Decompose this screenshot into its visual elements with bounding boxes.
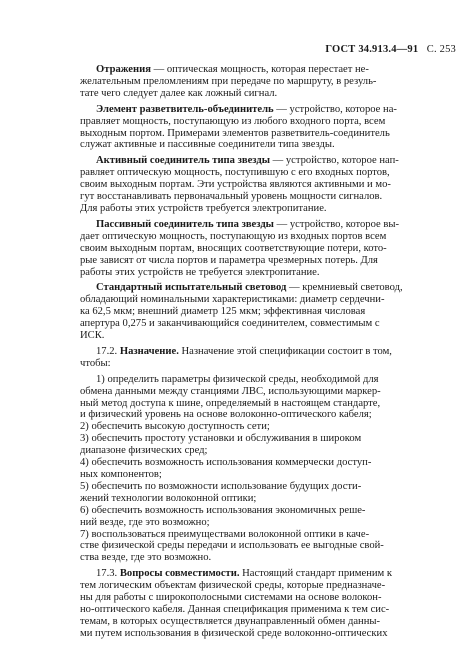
text-line	[80, 358, 452, 370]
text-line	[80, 139, 452, 151]
line-text: выходным портом. Примерами элементов разветвитель-соединитель	[80, 127, 390, 139]
paragraph	[80, 568, 452, 639]
clause-heading: Назначение.	[119, 345, 179, 357]
defined-term: Стандартный испытательный световод	[96, 282, 287, 294]
text-line	[80, 306, 452, 318]
clause-number: 17.3.	[96, 568, 120, 580]
line-text: тате чего следует далее как ложный сигнал.	[80, 87, 278, 99]
line-text: дает оптическую мощность, поступающую из входных портов всем	[80, 230, 387, 242]
text-line	[80, 493, 452, 505]
text-line	[80, 433, 452, 445]
text-line	[80, 267, 452, 279]
text-line	[80, 580, 452, 592]
line-text: — устройство, которое вы-	[273, 218, 400, 230]
line-text: диапазоне физических сред;	[80, 445, 208, 457]
text-line	[80, 64, 452, 76]
text-line	[80, 191, 452, 203]
text-line	[80, 155, 452, 167]
text-line	[80, 552, 452, 564]
line-text: рые зависят от числа портов и параметра чрезмерных потерь. Для	[80, 254, 378, 266]
text-line	[80, 282, 452, 294]
text-line	[80, 88, 452, 100]
paragraph	[80, 282, 452, 342]
defined-term: Отражения	[96, 64, 151, 75]
text-line	[80, 445, 452, 457]
line-text: ства везде, где это возможно.	[80, 552, 212, 564]
clause-number: 17.2.	[96, 345, 120, 357]
line-text: и физический уровень на основе волоконно-оптического кабеля;	[80, 409, 372, 421]
paragraph	[80, 155, 452, 215]
paragraph	[80, 64, 452, 100]
text-line	[80, 616, 452, 628]
text-line	[80, 104, 452, 116]
line-text: Настоящий стандарт применим к	[239, 568, 393, 580]
text-line	[80, 409, 452, 421]
text-line	[80, 604, 452, 616]
line-text: ми путем использования в физической среде волоконно-оптических	[80, 627, 388, 639]
line-text: ИСК.	[80, 330, 105, 342]
text-line	[80, 592, 452, 604]
line-text: — оптическая мощность, которая перестает не-	[150, 64, 369, 75]
text-line	[80, 203, 452, 215]
line-text: тем логическим объектам физической среды, которые предназначе-	[80, 580, 386, 592]
text-line	[80, 255, 452, 267]
text-line	[80, 243, 452, 255]
text-line	[80, 128, 452, 140]
text-line	[80, 294, 452, 306]
line-text: 4) обеспечить возможность использования коммерчески доступ-	[80, 457, 372, 469]
defined-term: Пассивный соединитель типа звезды	[96, 218, 274, 230]
text-line	[80, 219, 452, 231]
clause-heading: Вопросы совместимости.	[119, 568, 240, 580]
line-text: своим выходным портам. Эти устройства являются активными и мо-	[80, 179, 391, 191]
text-line	[80, 386, 452, 398]
text-line	[80, 517, 452, 529]
paragraph	[80, 374, 452, 565]
defined-term: Элемент разветвитель-объединитель	[96, 103, 274, 115]
paragraph	[80, 219, 452, 279]
text-line	[80, 421, 452, 433]
line-text: 3) обеспечить простоту установки и обслуживания в широком	[80, 433, 362, 445]
text-line	[80, 568, 452, 580]
line-text: обмена данными между станциями ЛВС, использующими маркер-	[80, 385, 381, 397]
line-text: 7) воспользоваться преимуществами волоконной оптики в каче-	[80, 528, 370, 540]
text-line	[80, 330, 452, 342]
text-line	[80, 469, 452, 481]
line-text: — устройство, которое нап-	[269, 155, 399, 167]
line-text: обладающий номинальными характеристиками: диаметр сердечни-	[80, 294, 385, 306]
text-line	[80, 481, 452, 493]
line-text: служат активные и пассивные соединители типа звезды.	[80, 139, 335, 151]
line-text: равляет оптическую мощность, поступившую с его входных портов,	[80, 167, 390, 179]
line-text: но-оптического кабеля. Данная спецификация применима к тем сис-	[80, 603, 390, 615]
line-text: ка 62,5 мкм; внешний диаметр 125 мкм; эффективная числовая	[80, 306, 366, 318]
text-line	[80, 505, 452, 517]
line-text: ны для работы с широкополосными системами на основе волокон-	[80, 592, 382, 604]
line-text: стве физической среды передачи и использовать ее выгодные свой-	[80, 540, 384, 552]
line-text: апертура 0,275 и заканчивающийся соединителем, совместимым с	[80, 318, 380, 330]
text-line	[80, 374, 452, 386]
line-text: ных компонентов;	[80, 469, 162, 480]
standard-number: ГОСТ 34.913.4—91	[325, 44, 419, 55]
line-text: 1) определить параметры физической среды, необходимой для	[96, 373, 379, 385]
line-text: чтобы:	[80, 357, 111, 369]
line-text: жений технологии волоконной оптики;	[80, 492, 257, 504]
paragraph	[80, 346, 452, 370]
text-line	[80, 76, 452, 88]
line-text: ный метод доступа к шине, определяемый в настоящем стандарте,	[80, 397, 381, 409]
text-line	[80, 398, 452, 410]
text-line	[80, 179, 452, 191]
line-text: Для работы этих устройств требуется электропитание.	[80, 202, 327, 214]
text-line	[80, 116, 452, 128]
text-line	[80, 346, 452, 358]
line-text: желательным преломлениям при передаче по маршруту, в резуль-	[80, 75, 377, 87]
document-body	[80, 64, 452, 640]
paragraph	[80, 104, 452, 152]
line-text: правляет мощность, поступающую из любого входного порта, всем	[80, 115, 386, 127]
line-text: темам, в которых осуществляется двунаправленный обмен данны-	[80, 615, 381, 627]
text-line	[80, 318, 452, 330]
line-text: 5) обеспечить по возможности использование будущих дости-	[80, 480, 362, 492]
line-text: своим выходным портам, вносящих соответствующие потери, кото-	[80, 242, 387, 254]
defined-term: Активный соединитель типа звезды	[96, 155, 270, 167]
line-text: — устройство, которое на-	[273, 103, 397, 115]
page-number: С. 253	[426, 44, 456, 55]
line-text: 2) обеспечить высокую доступность сети;	[80, 421, 270, 433]
line-text: гут восстанавливать первоначальный уровень мощности сигналов.	[80, 191, 383, 203]
line-text: ний везде, где это возможно;	[80, 516, 210, 528]
line-text: — кремниевый световод,	[286, 282, 403, 294]
line-text: Назначение этой спецификации состоит в том,	[178, 345, 392, 357]
line-text: 6) обеспечить возможность использования экономичных реше-	[80, 504, 366, 516]
text-line	[80, 167, 452, 179]
text-line	[80, 529, 452, 541]
text-line	[80, 457, 452, 469]
text-line	[80, 540, 452, 552]
page-header	[325, 44, 456, 55]
line-text: работы этих устройств не требуется электропитание.	[80, 266, 320, 278]
text-line	[80, 231, 452, 243]
text-line	[80, 628, 452, 640]
